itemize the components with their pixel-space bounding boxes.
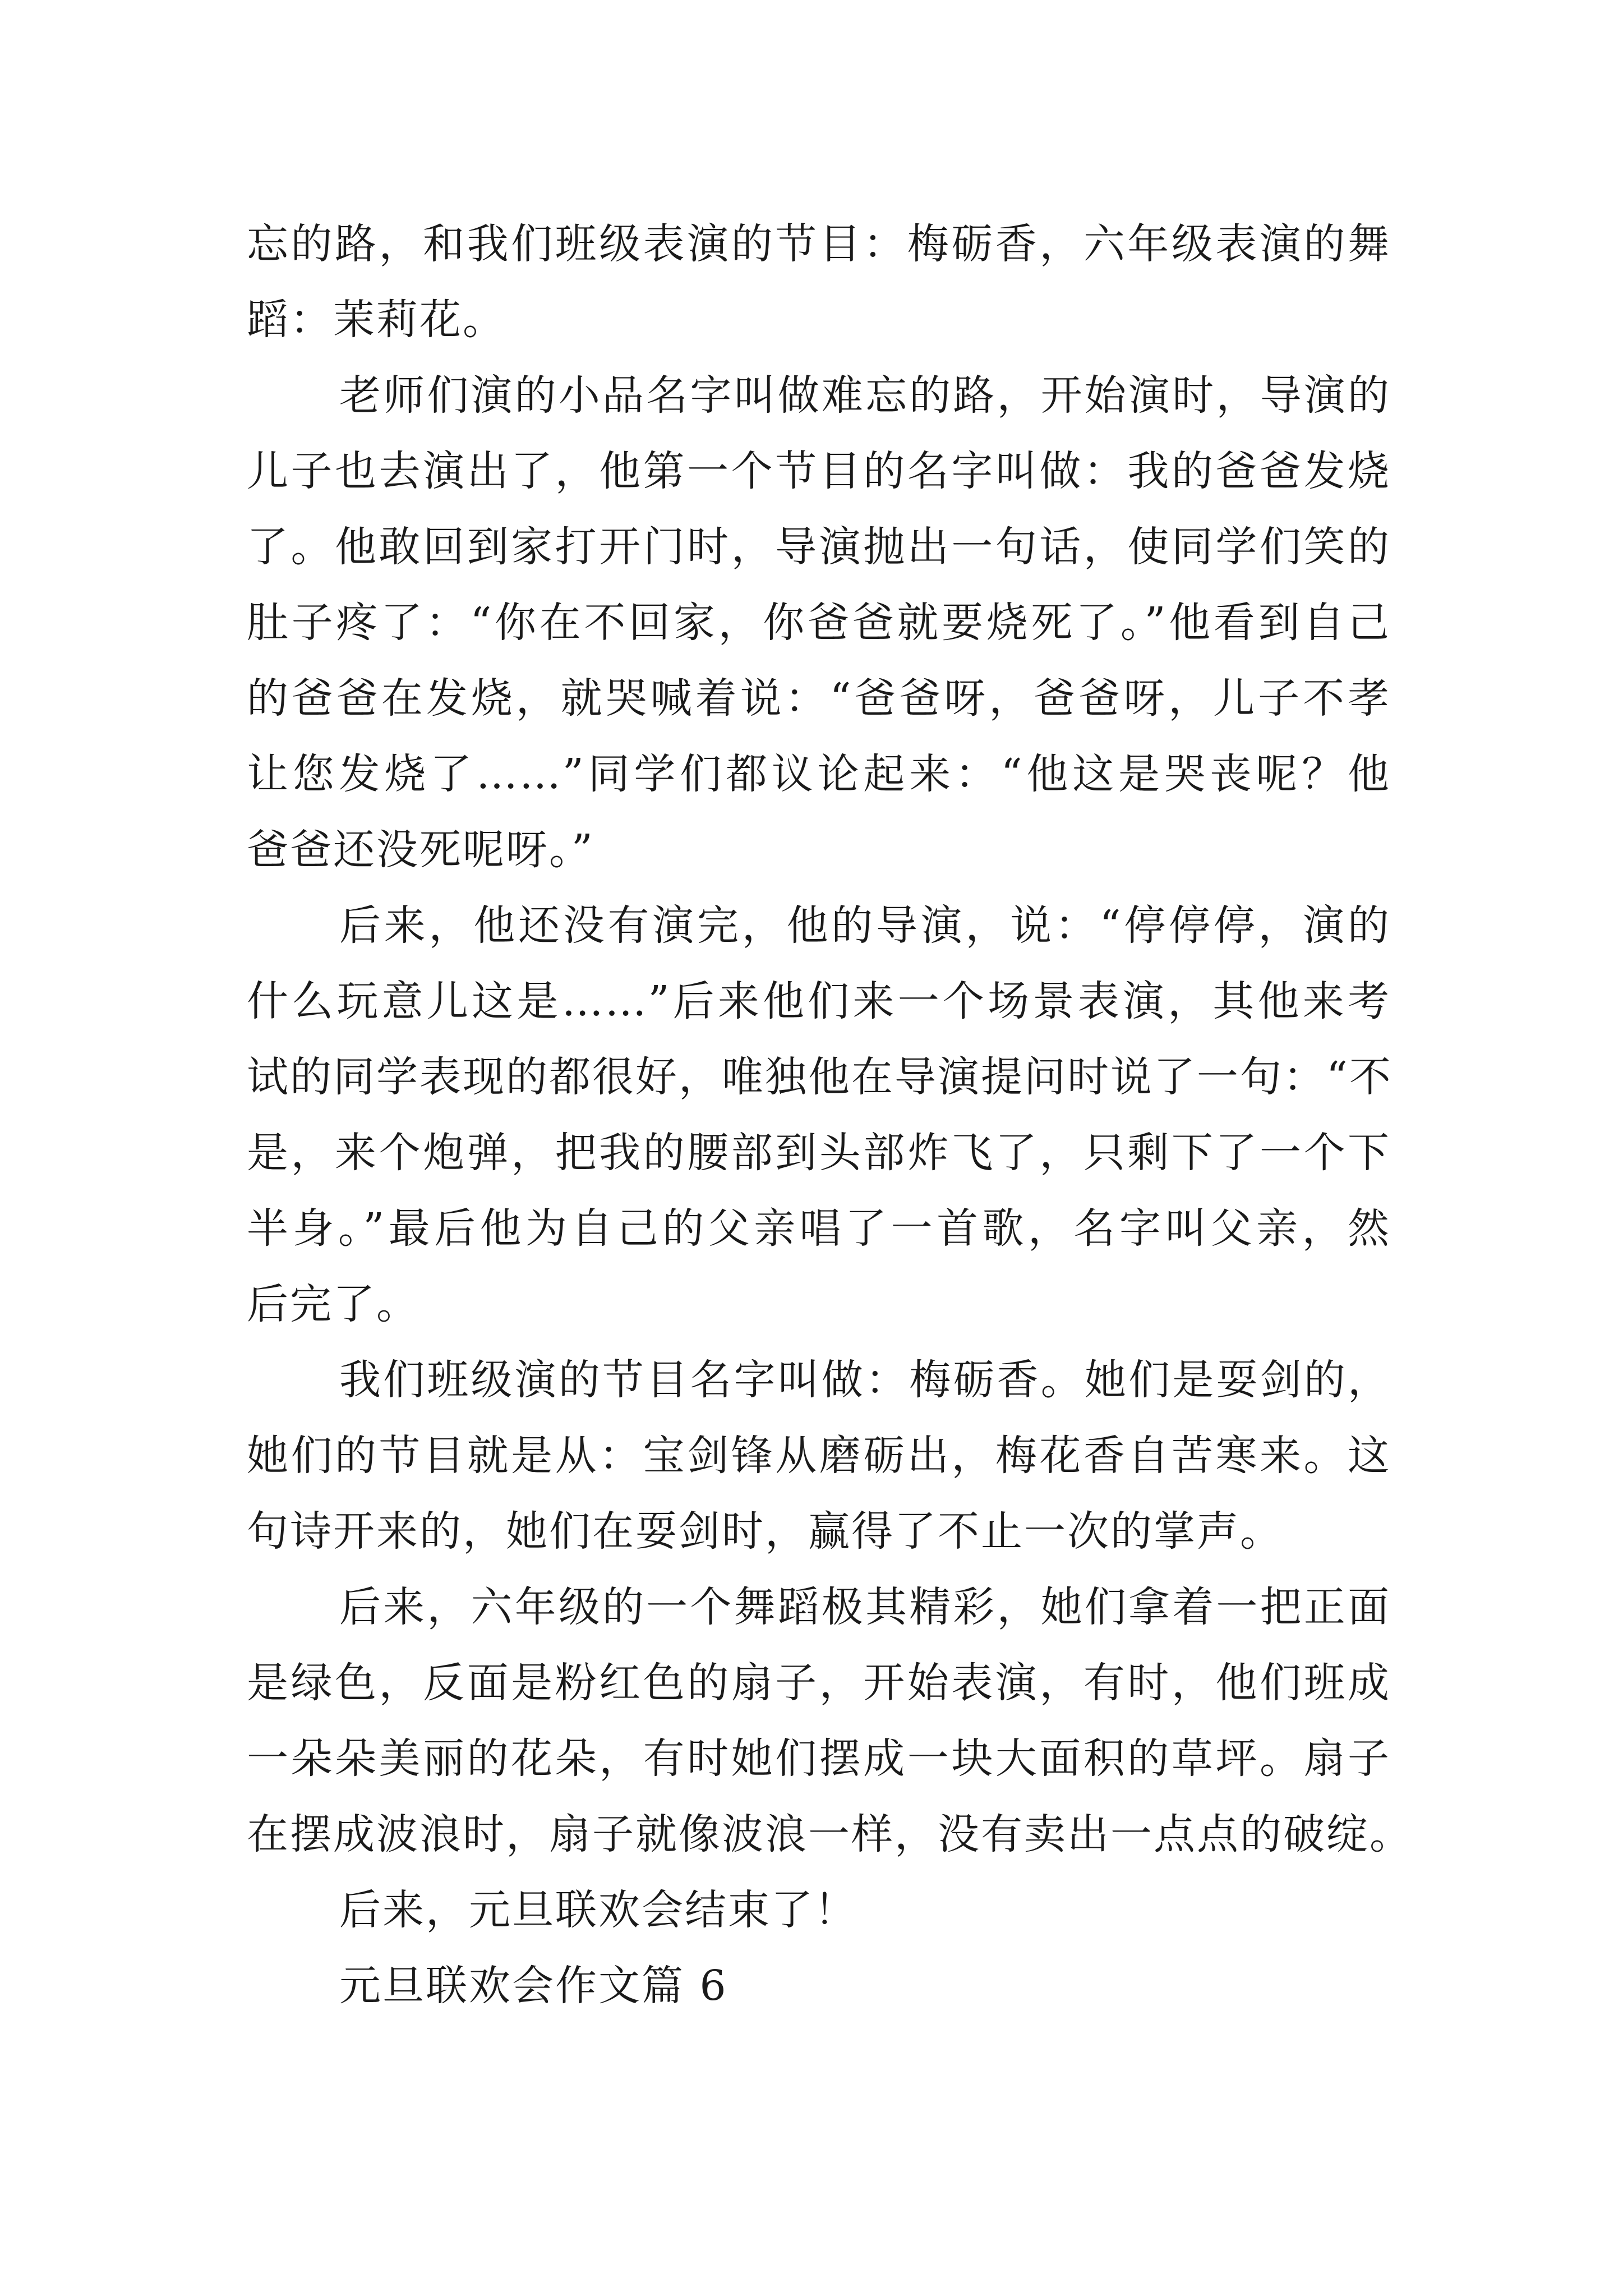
section-heading: 元旦联欢会作文篇 6 <box>339 1962 728 2010</box>
text-line-11: 什么玩意儿这是……”后来他们来一个场景表演，其他来考 <box>247 977 1391 1025</box>
text-line-7: 的爸爸在发烧，就哭喊着说：“爸爸呀，爸爸呀，儿子不孝 <box>247 674 1391 723</box>
text-line-20: 是绿色，反面是粉红色的扇子，开始表演，有时，他们班成 <box>247 1659 1391 1707</box>
text-line-16: 我们班级演的节目名字叫做：梅砺香。她们是耍剑的， <box>339 1356 1391 1404</box>
text-line-8: 让您发烧了……”同学们都议论起来：“他这是哭丧呢？他 <box>247 750 1391 798</box>
text-line-22: 在摆成波浪时，扇子就像波浪一样，没有卖出一点点的破绽。 <box>247 1810 1413 1858</box>
text-line-6: 肚子疼了：“你在不回家，你爸爸就要烧死了。”他看到自己 <box>247 599 1391 647</box>
text-line-13: 是，来个炮弹，把我的腰部到头部炸飞了，只剩下了一个下 <box>247 1129 1391 1177</box>
text-line-12: 试的同学表现的都很好，唯独他在导演提问时说了一句：“不 <box>247 1053 1393 1101</box>
text-line-17: 她们的节目就是从：宝剑锋从磨砺出，梅花香自苦寒来。这 <box>247 1432 1391 1480</box>
text-line-19: 后来，六年级的一个舞蹈极其精彩，她们拿着一把正面 <box>339 1583 1391 1631</box>
text-line-23: 后来，元旦联欢会结束了！ <box>339 1886 857 1934</box>
text-line-1: 忘的路，和我们班级表演的节目：梅砺香，六年级表演的舞 <box>247 220 1391 268</box>
text-line-15: 后完了。 <box>247 1280 419 1328</box>
text-line-18: 句诗开来的，她们在耍剑时，赢得了不止一次的掌声。 <box>247 1507 1283 1556</box>
text-line-10: 后来，他还没有演完，他的导演，说：“停停停，演的 <box>339 901 1391 950</box>
text-line-2: 蹈：茉莉花。 <box>247 296 506 344</box>
text-line-5: 了。他敢回到家打开门时，导演抛出一句话，使同学们笑的 <box>247 523 1391 571</box>
text-line-9: 爸爸还没死呢呀。” <box>247 826 594 874</box>
text-line-4: 儿子也去演出了，他第一个节目的名字叫做：我的爸爸发烧 <box>247 447 1391 495</box>
text-line-3: 老师们演的小品名字叫做难忘的路，开始演时，导演的 <box>339 371 1391 420</box>
text-line-14: 半身。”最后他为自己的父亲唱了一首歌，名字叫父亲，然 <box>247 1204 1391 1253</box>
text-line-21: 一朵朵美丽的花朵，有时她们摆成一块大面积的草坪。扇子 <box>247 1734 1391 1783</box>
